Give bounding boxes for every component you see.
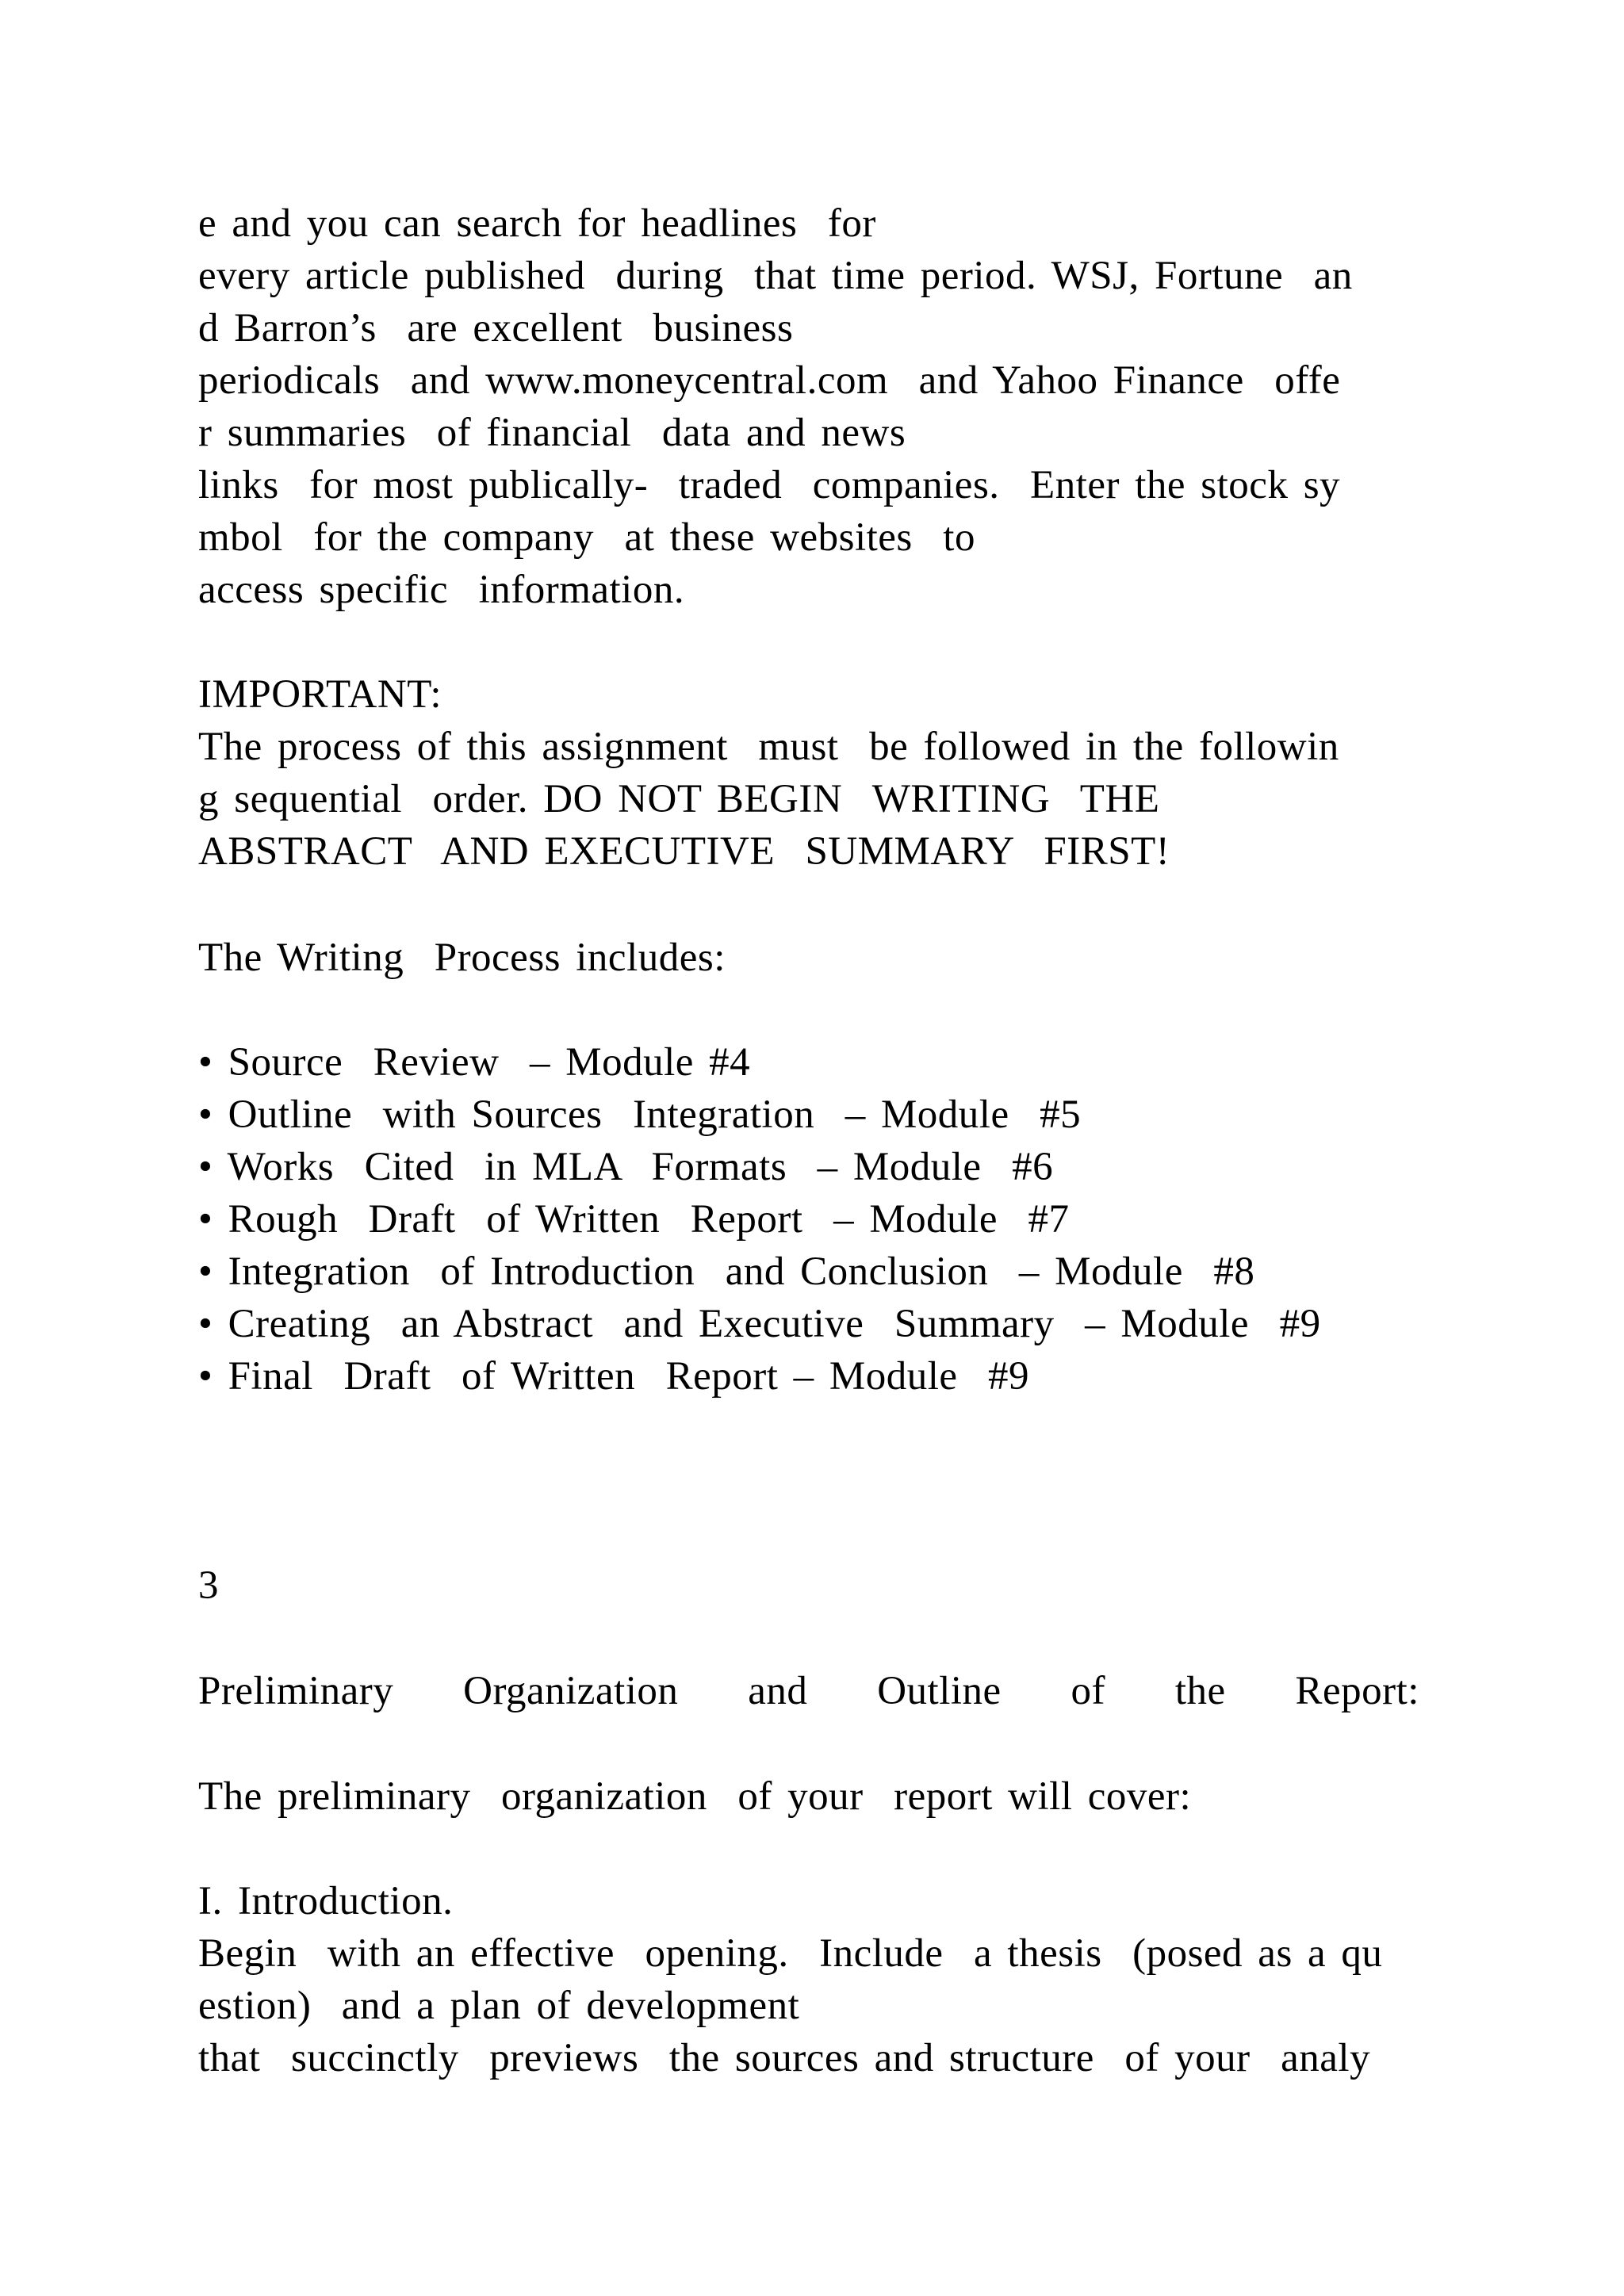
heading-word: Outline xyxy=(877,1669,1002,1713)
heading-word: of xyxy=(1071,1669,1106,1713)
list-item: • Outline with Sources Integration – Module #5 xyxy=(198,1093,1082,1137)
heading-word: and xyxy=(748,1669,808,1713)
body-text-line: r summaries of financial data and news xyxy=(198,411,906,455)
body-text-line: that succinctly previews the sources and structure of your analy xyxy=(198,2036,1371,2080)
body-text-line: e and you can search for headlines for xyxy=(198,201,876,246)
heading-word: Report: xyxy=(1295,1669,1419,1713)
list-item: • Creating an Abstract and Executive Summary – Module #9 xyxy=(198,1302,1321,1346)
section-heading xyxy=(198,1667,1419,1715)
important-text-line: g sequential order. DO NOT BEGIN WRITING THE xyxy=(198,777,1160,821)
heading-word: Organization xyxy=(463,1669,679,1713)
important-text-line: ABSTRACT AND EXECUTIVE SUMMARY FIRST! xyxy=(198,829,1170,874)
body-text-line: access specific information. xyxy=(198,568,685,612)
body-text-line: The preliminary organization of your report will cover: xyxy=(198,1774,1192,1819)
list-item: • Integration of Introduction and Conclusion – Module #8 xyxy=(198,1249,1255,1294)
list-item: • Source Review – Module #4 xyxy=(198,1040,751,1085)
list-item: • Rough Draft of Written Report – Module #7 xyxy=(198,1197,1070,1242)
important-text-line: The process of this assignment must be followed in the followin xyxy=(198,725,1339,769)
heading-word: the xyxy=(1174,1669,1226,1713)
body-text-line: Begin with an effective opening. Include a thesis (posed as a qu xyxy=(198,1931,1383,1976)
body-text-line: links for most publically- traded companies. Enter the stock sy xyxy=(198,463,1341,507)
introduction-label: I. Introduction. xyxy=(198,1879,454,1923)
body-text-line: mbol for the company at these websites to xyxy=(198,515,975,560)
heading-word: Preliminary xyxy=(198,1669,394,1713)
body-text-line: periodicals and www.moneycentral.com and Yahoo Finance offe xyxy=(198,358,1341,403)
body-text-line: d Barron’s are excellent business xyxy=(198,306,794,350)
body-text-line: every article published during that time period. WSJ, Fortune an xyxy=(198,254,1353,298)
page-number: 3 xyxy=(198,1563,219,1608)
list-item: • Final Draft of Written Report – Module #9 xyxy=(198,1354,1030,1399)
important-label: IMPORTANT: xyxy=(198,672,442,717)
list-item: • Works Cited in MLA Formats – Module #6 xyxy=(198,1145,1054,1189)
body-text-line: estion) and a plan of development xyxy=(198,1984,800,2028)
writing-process-heading: The Writing Process includes: xyxy=(198,936,726,980)
